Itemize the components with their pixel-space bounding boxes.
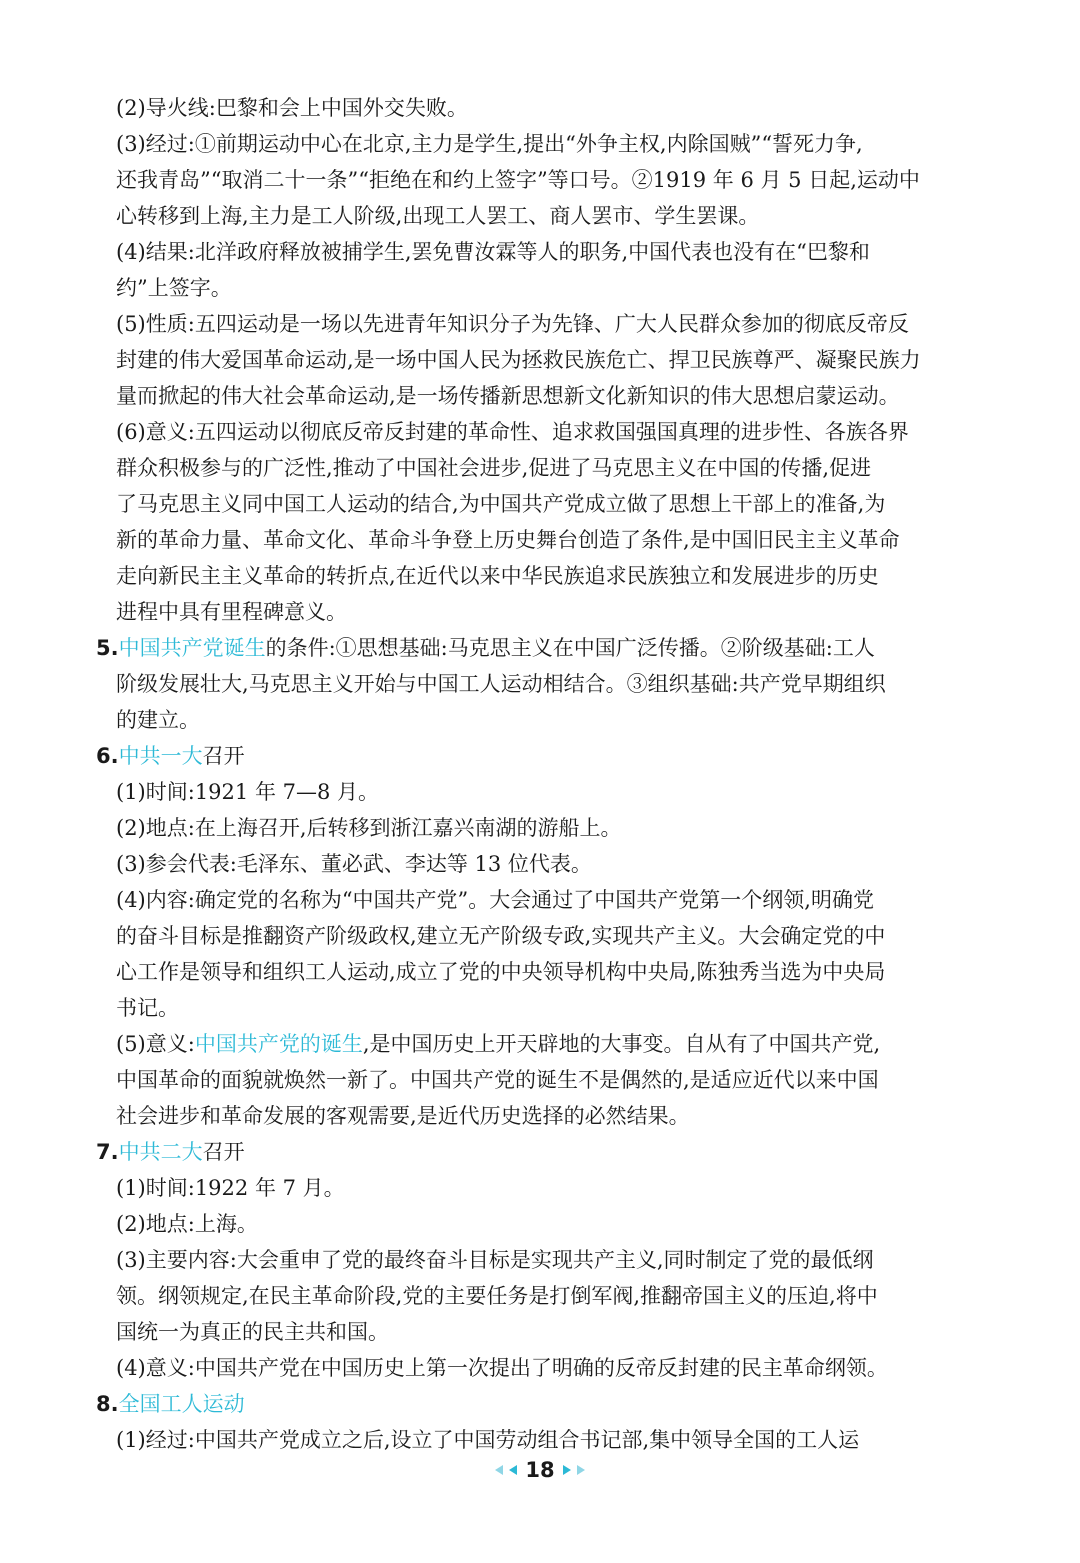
text-line: 进程中具有里程碑意义。 [116,600,347,624]
text-line: 阶级发展壮大,马克思主义开始与中国工人运动相结合。③组织基础:共产党早期组织 [116,672,886,696]
left-arrow-icon [495,1465,503,1475]
text-line: 国统一为真正的民主共和国。 [116,1320,389,1344]
text-line: (2)地点:在上海召开,后转移到浙江嘉兴南湖的游船上。 [116,816,622,840]
section-highlight: 中共二大 [118,1140,203,1164]
para-s6-p3 [96,846,968,882]
para-s7-p1 [96,1170,968,1206]
para-s4-p6 [96,414,968,630]
section-number: 5. [96,636,119,660]
content [96,90,968,1458]
para-s6-p4 [96,882,968,1026]
para-s6-p5-first [116,1026,968,1062]
text-line: 领。纲领规定,在民主革命阶段,党的主要任务是打倒军阀,推翻帝国主义的压迫,将中 [116,1284,878,1308]
text-line: 社会进步和革命发展的客观需要,是近代历史选择的必然结果。 [116,1104,690,1128]
text-line: (4)意义:中国共产党在中国历史上第一次提出了明确的反帝反封建的民主革命纲领。 [116,1356,888,1380]
page-number: 18 [525,1458,555,1482]
text-line: 量而掀起的伟大社会革命运动,是一场传播新思想新文化新知识的伟大思想启蒙运动。 [116,384,900,408]
para-s7-p3 [96,1242,968,1350]
inline-highlight: 中国共产党的诞生 [194,1032,363,1056]
section-5 [96,630,968,738]
page-footer [0,1458,1080,1482]
text-line: 心转移到上海,主力是工人阶级,出现工人罢工、商人罢市、学生罢课。 [116,204,760,228]
left-arrow-icon [509,1465,517,1475]
para-s6-p2 [96,810,968,846]
section-8-heading [96,1386,968,1422]
text-line: (4)结果:北洋政府释放被捕学生,罢免曹汝霖等人的职务,中国代表也没有在“巴黎和 [116,240,870,264]
text-line: (1)时间:1922 年 7 月。 [116,1176,345,1200]
section-8 [96,1386,968,1458]
section-number: 8. [96,1392,119,1416]
para-s7-p4 [96,1350,968,1386]
para-s6-p5-rest [116,1062,968,1134]
section-6-heading [96,738,968,774]
para-s4-p5 [96,306,968,414]
section-highlight: 全国工人运动 [118,1392,245,1416]
text-line: (3)经过:①前期运动中心在北京,主力是学生,提出“外争主权,内除国贼”“誓死力争, [116,132,863,156]
text-line: (1)时间:1921 年 7—8 月。 [116,780,380,804]
text-line: (6)意义:五四运动以彻底反帝反封建的革命性、追求救国强国真理的进步性、各族各界 [116,420,909,444]
section-number: 7. [96,1140,119,1164]
text-line: 中国革命的面貌就焕然一新了。中国共产党的诞生不是偶然的,是适应近代以来中国 [116,1068,879,1092]
right-arrow-icon [577,1465,585,1475]
para-s6-p5 [96,1026,968,1134]
text-line: 封建的伟大爱国革命运动,是一场中国人民为拯救民族危亡、捍卫民族尊严、凝聚民族力 [116,348,921,372]
section-number: 6. [96,744,119,768]
text-line: 书记。 [116,996,179,1020]
para-s4-p4 [96,234,968,306]
text-line: 了马克思主义同中国工人运动的结合,为中国共产党成立做了思想上干部上的准备,为 [116,492,886,516]
text-line: (4)内容:确定党的名称为“中国共产党”。大会通过了中国共产党第一个纲领,明确党 [116,888,874,912]
section-highlight: 中共一大 [118,744,203,768]
text-line: (3)主要内容:大会重申了党的最终奋斗目标是实现共产主义,同时制定了党的最低纲 [116,1248,874,1272]
para-s6-p1 [96,774,968,810]
text-line: 心工作是领导和组织工人运动,成立了党的中央领导机构中央局,陈独秀当选为中央局 [116,960,886,984]
text-line: 群众积极参与的广泛性,推动了中国社会进步,促进了马克思主义在中国的传播,促进 [116,456,872,480]
text-line: 走向新民主主义革命的转折点,在近代以来中华民族追求民族独立和发展进步的历史 [116,564,879,588]
text-line: 约”上签字。 [116,276,232,300]
section-tail: 召开 [202,1140,245,1164]
para-s4-p3 [96,126,968,234]
section-highlight: 中国共产党诞生 [118,636,266,660]
para-s4-p2 [96,90,968,126]
text-line: (2)地点:上海。 [116,1212,258,1236]
section-lead: 的条件:①思想基础:马克思主义在中国广泛传播。②阶级基础:工人 [265,636,875,660]
text-line: 新的革命力量、革命文化、革命斗争登上历史舞台创造了条件,是中国旧民主主义革命 [116,528,900,552]
section-tail: 召开 [202,744,245,768]
section-7-heading [96,1134,968,1170]
text-line: (2)导火线:巴黎和会上中国外交失败。 [116,96,468,120]
text-line: (1)经过:中国共产党成立之后,设立了中国劳动组合书记部,集中领导全国的工人运 [116,1428,860,1452]
text-line: 的奋斗目标是推翻资产阶级政权,建立无产阶级专政,实现共产主义。大会确定党的中 [116,924,886,948]
text-line: 的建立。 [116,708,200,732]
text-span: (5)意义: [116,1032,195,1056]
section-7 [96,1134,968,1386]
para-s8-p1 [96,1422,968,1458]
para-s7-p2 [96,1206,968,1242]
text-line: (3)参会代表:毛泽东、董必武、李达等 13 位代表。 [116,852,592,876]
text-line: (5)性质:五四运动是一场以先进青年知识分子为先锋、广大人民群众参加的彻底反帝反 [116,312,909,336]
section-5-heading [96,630,968,666]
right-arrow-icon [563,1465,571,1475]
section-6 [96,738,968,1134]
section-5-body [96,666,968,738]
text-line: 还我青岛”“取消二十一条”“拒绝在和约上签字”等口号。②1919 年 6 月 5 日起,运动中 [116,168,920,192]
text-span: ,是中国历史上开天辟地的大事变。自从有了中国共产党, [362,1032,881,1056]
